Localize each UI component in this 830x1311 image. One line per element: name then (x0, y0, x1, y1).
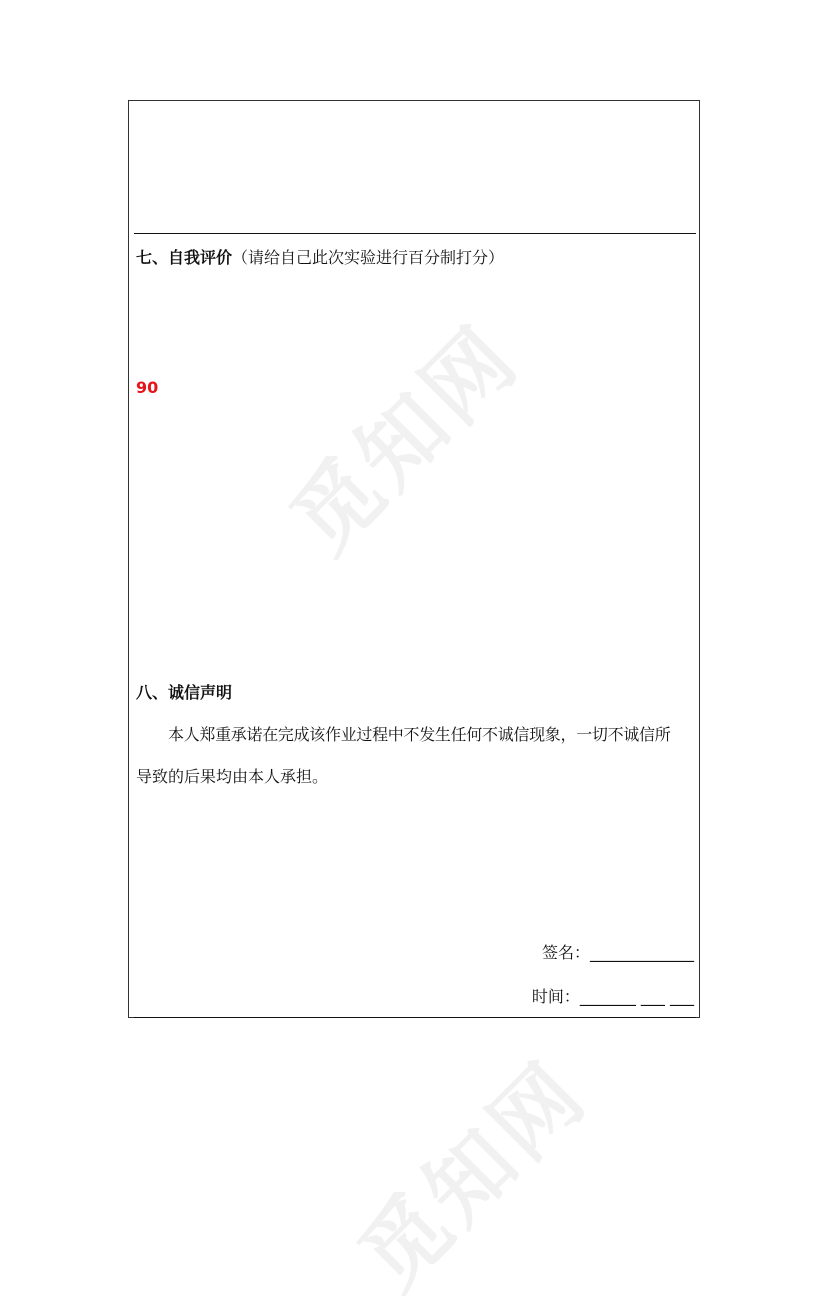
self-evaluation-score: 90 (136, 378, 159, 397)
integrity-statement-heading (136, 683, 232, 703)
self-evaluation-note: （请给自己此次实验进行百分制打分） (232, 248, 505, 267)
watermark-text: 觅知网 (272, 306, 539, 573)
signature-field: 签名：_____________ (541, 943, 694, 962)
section-divider-bottom (134, 1017, 696, 1018)
integrity-statement-line-1: 本人郑重承诺在完成该作业过程中不发生任何不诚信现象，一切不诚信所 (168, 725, 671, 744)
self-evaluation-heading (136, 248, 504, 268)
integrity-statement-line-2: 导致的后果均由本人承担。 (136, 767, 329, 786)
self-evaluation-title: 七、自我评价 (136, 248, 233, 267)
watermark-text-bottom: 觅知网 (340, 1042, 607, 1309)
section-divider-top (134, 233, 696, 234)
integrity-statement-title: 八、诚信声明 (136, 683, 233, 702)
document-table-frame (128, 100, 700, 1018)
date-field: 时间：_______ ___ ___ (531, 987, 694, 1006)
